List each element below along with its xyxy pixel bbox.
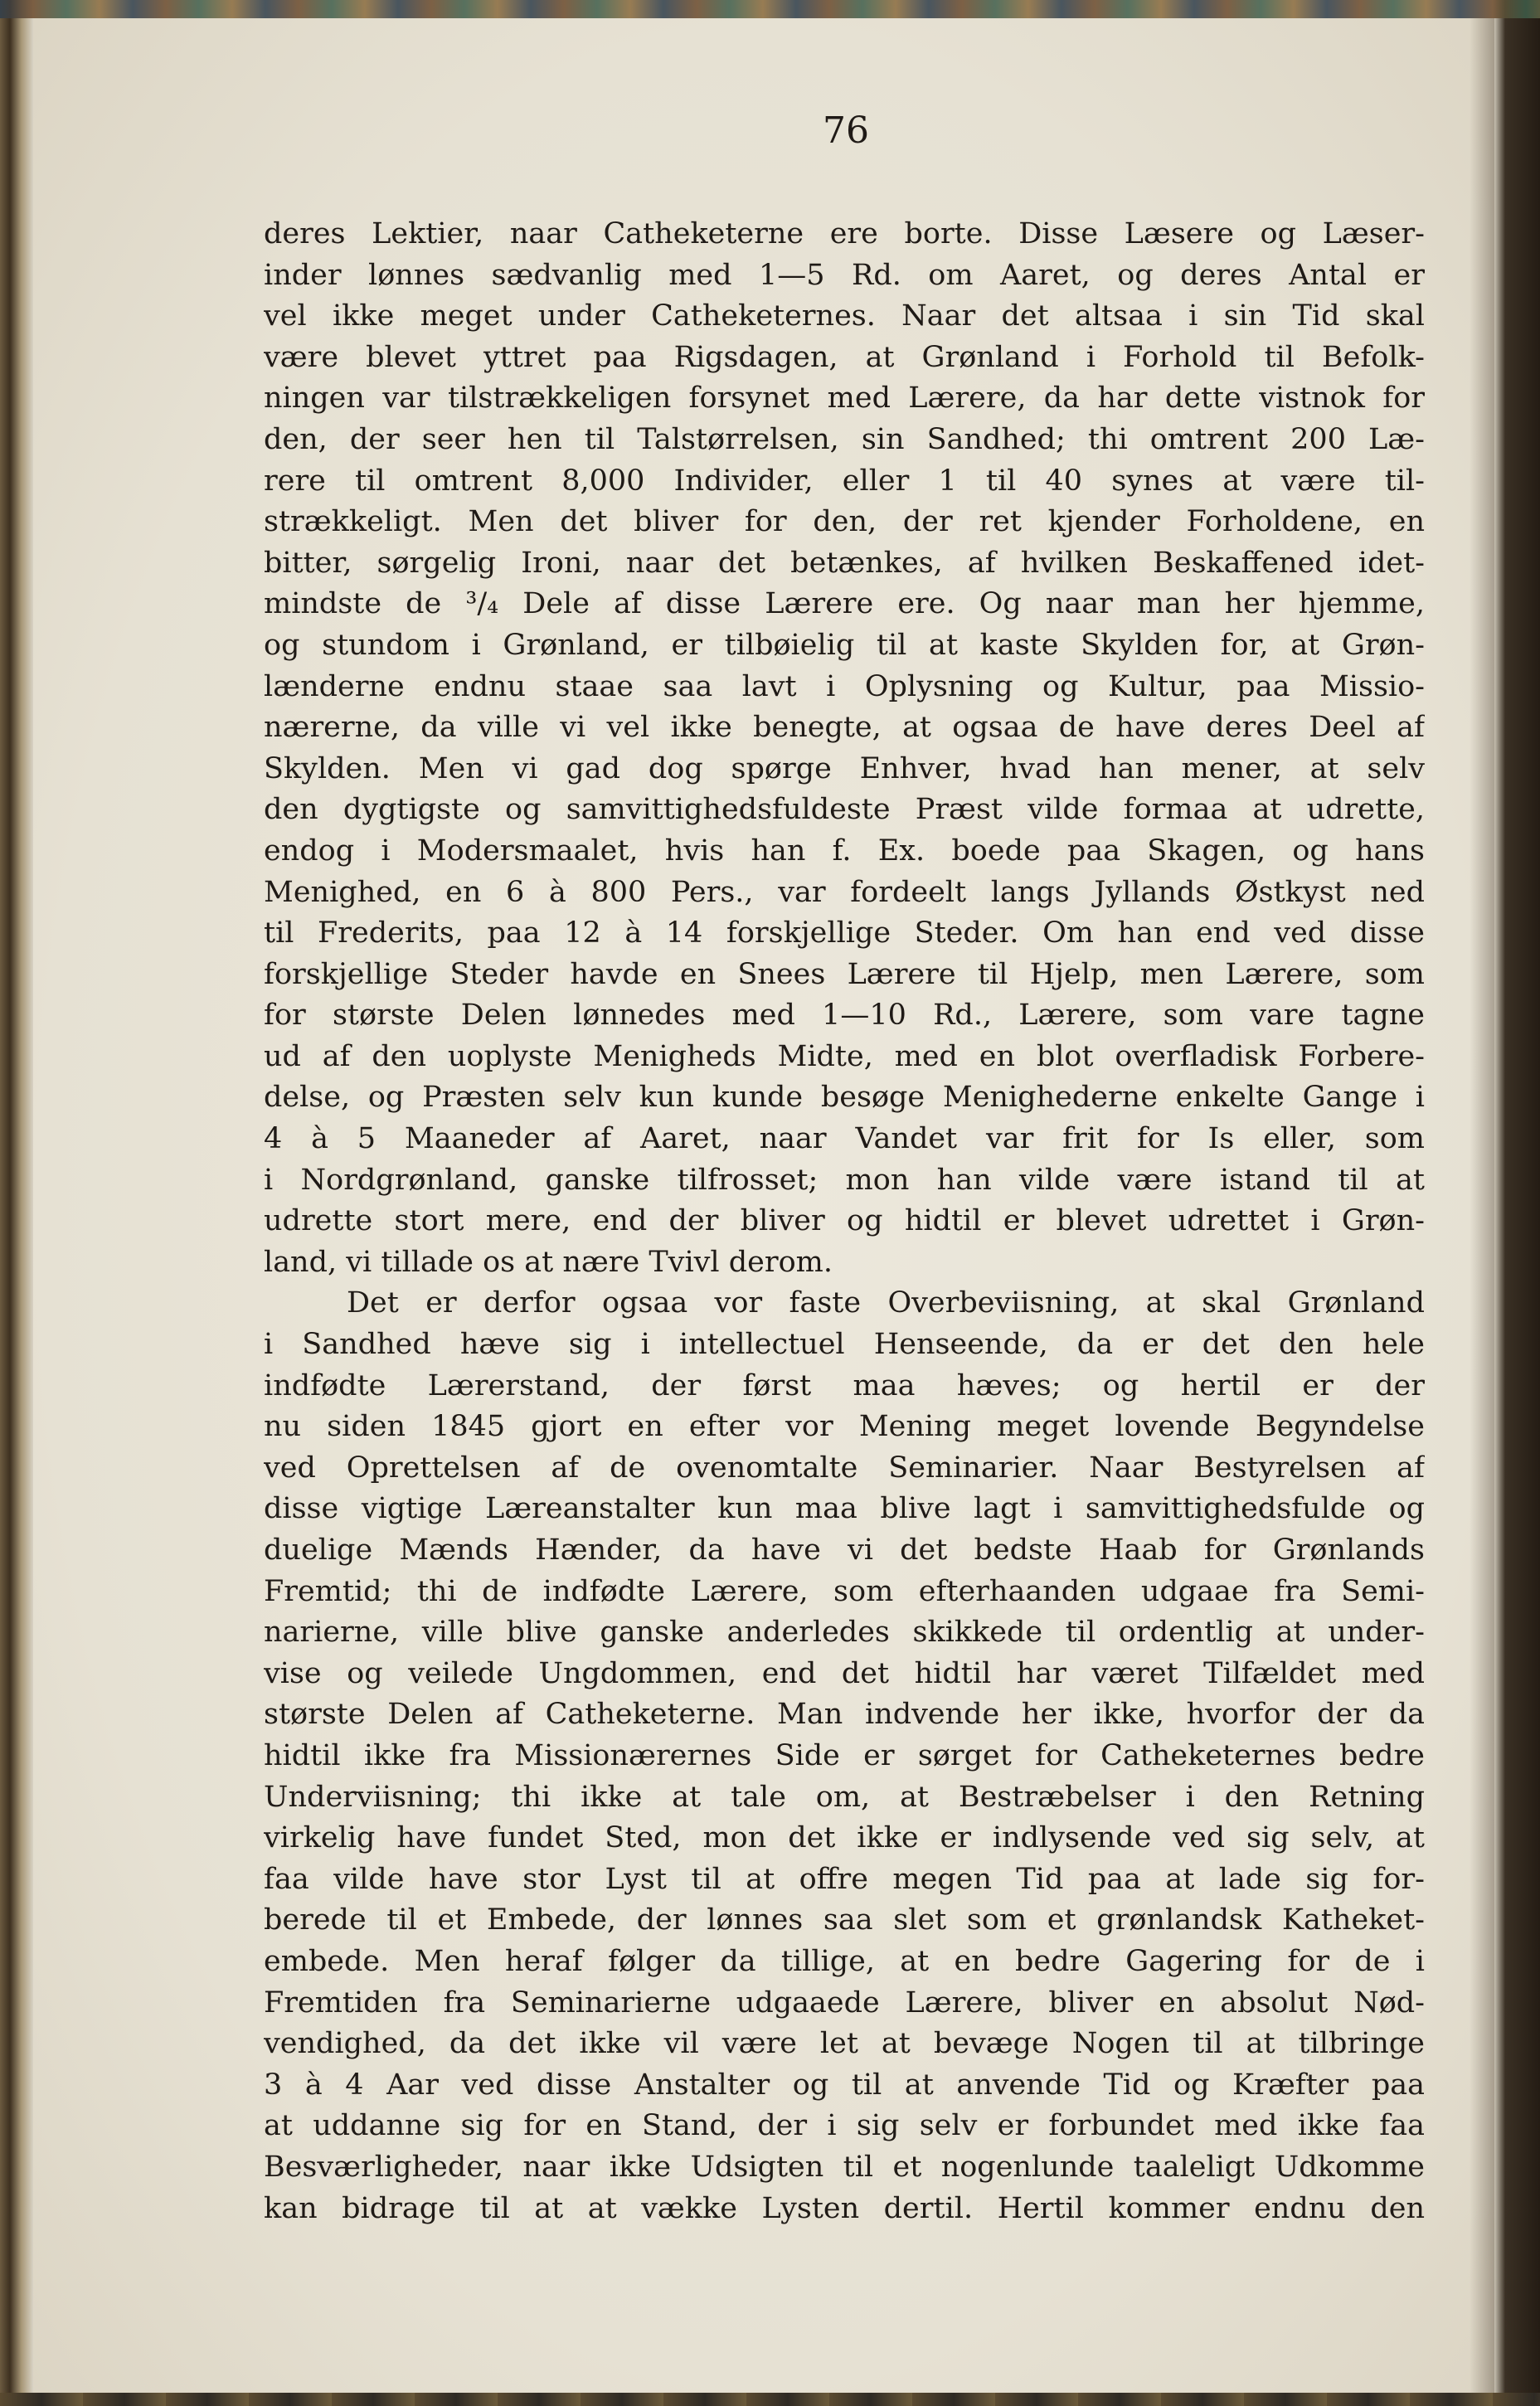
text-line: disse vigtige Læreanstalter kun maa blive lagt i samvittighedsfulde og	[264, 1492, 1425, 1526]
text-line: embede. Men heraf følger da tillige, at en bedre Gagering for de i	[264, 1944, 1425, 1978]
paragraph-last-line: land, vi tillade os at nære Tvivl derom.	[264, 1245, 833, 1279]
text-line: den, der seer hen til Talstørrelsen, sin Sandhed; thi omtrent 200 Læ-	[264, 422, 1425, 456]
text-line: indfødte Lærerstand, der først maa hæves; og hertil er der	[264, 1368, 1425, 1402]
text-line: ved Oprettelsen af de ovenomtalte Seminarier. Naar Bestyrelsen af	[264, 1451, 1425, 1485]
bottom-binding-edge	[0, 2393, 1540, 2406]
text-line: Underviisning; thi ikke at tale om, at Bestræbelser i den Retning	[264, 1780, 1425, 1814]
gutter-shadow	[1470, 18, 1494, 2393]
text-line: hidtil ikke fra Missionærernes Side er sørget for Catheketernes bedre	[264, 1738, 1425, 1772]
text-line: inder lønnes sædvanlig med 1—5 Rd. om Aaret, og deres Antal er	[264, 258, 1425, 292]
text-line: ud af den uoplyste Menigheds Midte, med en blot overfladisk Forbere-	[264, 1039, 1425, 1073]
text-line: endog i Modersmaalet, hvis han f. Ex. boede paa Skagen, og hans	[264, 834, 1425, 868]
text-line: kan bidrage til at at vække Lysten dertil. Hertil kommer endnu den	[264, 2191, 1425, 2225]
page-number: 76	[823, 109, 869, 152]
text-line: strækkeligt. Men det bliver for den, der ret kjender Forholdene, en	[264, 505, 1425, 539]
text-line: Menighed, en 6 à 800 Pers., var fordeelt langs Jyllands Østkyst ned	[264, 875, 1425, 909]
text-line: duelige Mænds Hænder, da have vi det bedste Haab for Grønlands	[264, 1534, 1425, 1567]
text-line: 4 à 5 Maaneder af Aaret, naar Vandet var frit for Is eller, som	[264, 1122, 1425, 1156]
text-line: delse, og Præsten selv kun kunde besøge Menighederne enkelte Gange i	[264, 1081, 1425, 1115]
text-line: Fremtid; thi de indfødte Lærere, som efterhaanden udgaae fra Semi-	[264, 1574, 1425, 1608]
text-line: og stundom i Grønland, er tilbøielig til at kaste Skylden for, at Grøn-	[264, 628, 1425, 662]
text-line: Skylden. Men vi gad dog spørge Enhver, hvad han mener, at selv	[264, 751, 1425, 785]
text-line: Fremtiden fra Seminarierne udgaaede Lærere, bliver en absolut Nød-	[264, 1986, 1425, 2020]
text-line: lænderne endnu staae saa lavt i Oplysning og Kultur, paa Missio-	[264, 669, 1425, 703]
text-line: største Delen af Catheketerne. Man indvende her ikke, hvorfor der da	[264, 1698, 1425, 1732]
text-line: deres Lektier, naar Catheketerne ere borte. Disse Læsere og Læser-	[264, 217, 1425, 250]
text-line: i Sandhed hæve sig i intellectuel Henseende, da er det den hele	[264, 1328, 1425, 1362]
text-line: virkelig have fundet Sted, mon det ikke er indlysende ved sig selv, at	[264, 1821, 1425, 1855]
text-line: Besværligheder, naar ikke Udsigten til et nogenlunde taaleligt Udkomme	[264, 2150, 1425, 2184]
text-line: at uddanne sig for en Stand, der i sig selv er forbundet med ikke faa	[264, 2109, 1425, 2143]
text-line: berede til et Embede, der lønnes saa slet som et grønlandsk Katheket-	[264, 1903, 1425, 1937]
text-line: 3 à 4 Aar ved disse Anstalter og til at anvende Tid og Kræfter paa	[264, 2068, 1425, 2102]
text-line: bitter, sørgelig Ironi, naar det betænkes, af hvilken Beskaffened idet-	[264, 546, 1425, 580]
text-line: den dygtigste og samvittighedsfuldeste Præst vilde formaa at udrette,	[264, 793, 1425, 827]
text-line: ningen var tilstrækkeligen forsynet med Lærere, da har dette vistnok for	[264, 382, 1425, 416]
text-line: faa vilde have stor Lyst til at offre megen Tid paa at lade sig for-	[264, 1862, 1425, 1896]
text-line: nærerne, da ville vi vel ikke benegte, at ogsaa de have deres Deel af	[264, 711, 1425, 745]
text-line: være blevet yttret paa Rigsdagen, at Grønland i Forhold til Befolk-	[264, 340, 1425, 374]
paragraph-first-line: Det er derfor ogsaa vor faste Overbeviisning, at skal Grønland	[347, 1286, 1425, 1320]
top-binding-edge	[0, 0, 1540, 18]
text-line: for største Delen lønnedes med 1—10 Rd., Lærere, som vare tagne	[264, 999, 1425, 1033]
text-line: forskjellige Steder havde en Snees Lærere til Hjelp, men Lærere, som	[264, 957, 1425, 991]
text-line: vise og veilede Ungdommen, end det hidtil har været Tilfældet med	[264, 1656, 1425, 1690]
text-line: narierne, ville blive ganske anderledes skikkede til ordentlig at under-	[264, 1616, 1425, 1650]
body-text	[264, 214, 1425, 2229]
text-line: rere til omtrent 8,000 Individer, eller 1 til 40 synes at være til-	[264, 464, 1425, 498]
text-line: i Nordgrønland, ganske tilfrosset; mon han vilde være istand til at	[264, 1163, 1425, 1197]
text-line: mindste de ³/₄ Dele af disse Lærere ere. Og naar man her hjemme,	[264, 587, 1425, 621]
text-line: vendighed, da det ikke vil være let at bevæge Nogen til at tilbringe	[264, 2027, 1425, 2061]
text-line: til Frederits, paa 12 à 14 forskjellige Steder. Om han end ved disse	[264, 916, 1425, 950]
text-line: vel ikke meget under Catheketernes. Naar det altsaa i sin Tid skal	[264, 299, 1425, 333]
text-line: nu siden 1845 gjort en efter vor Mening meget lovende Begyndelse	[264, 1410, 1425, 1444]
text-line: udrette stort mere, end der bliver og hidtil er blevet udrettet i Grøn-	[264, 1204, 1425, 1238]
